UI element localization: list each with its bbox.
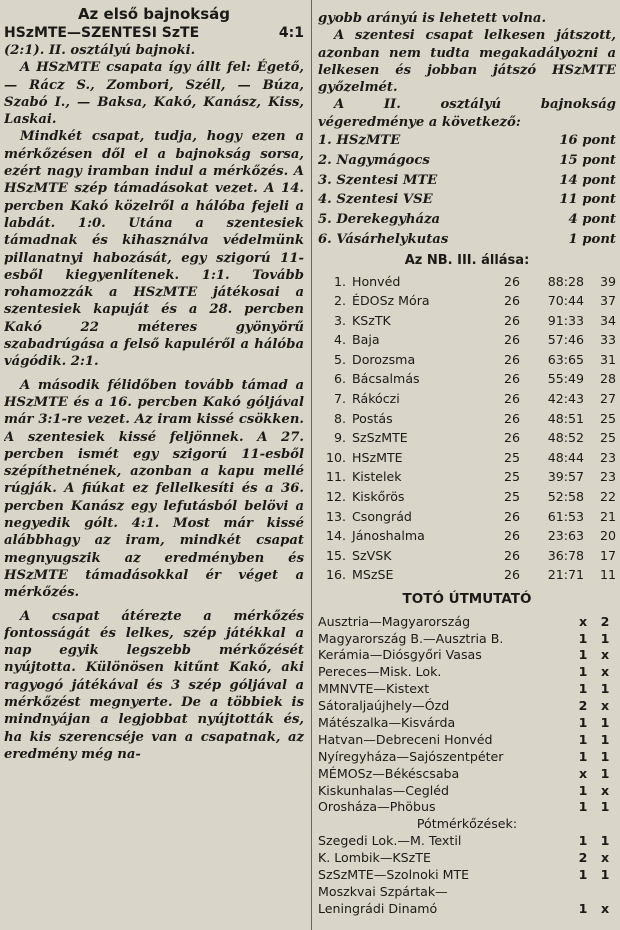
- division-standings: [318, 131, 616, 249]
- table-row: [318, 369, 616, 389]
- goal-ratio: 21:71: [547, 567, 584, 583]
- games-played: 26: [503, 430, 520, 446]
- table-row: [318, 408, 616, 428]
- games-played: 25: [503, 489, 520, 505]
- team-name: 1. HSzMTE: [318, 133, 401, 149]
- table-row: [318, 714, 616, 731]
- toto-tip: 1: [578, 681, 588, 697]
- toto-tip: 1: [600, 833, 610, 849]
- team-name: Kiskőrös: [352, 489, 405, 505]
- toto-tip: x: [600, 900, 610, 916]
- team-name: HSzMTE: [352, 449, 403, 465]
- goal-ratio: 48:51: [547, 410, 584, 426]
- toto-tip: 1: [600, 714, 610, 730]
- article-paragraph: A II. osztályú bajnokság végeredménye a következő:: [318, 97, 616, 130]
- table-row: [318, 467, 616, 487]
- points: 23: [599, 469, 616, 485]
- team-name: SzSzMTE: [352, 430, 408, 446]
- table-row: [318, 663, 616, 680]
- toto-tip: x: [600, 850, 610, 866]
- team-name: KSzTK: [352, 312, 391, 328]
- points: 25: [599, 430, 616, 446]
- points: 25: [599, 410, 616, 426]
- points: 33: [599, 332, 616, 348]
- team-name: Jánoshalma: [352, 528, 425, 544]
- rank: 7.: [333, 391, 346, 407]
- table-row: [318, 210, 616, 230]
- table-row: [318, 900, 616, 917]
- table-row: [318, 190, 616, 210]
- points: 20: [599, 528, 616, 544]
- games-played: 26: [503, 293, 520, 309]
- toto-match: Orosháza—Phöbus: [318, 799, 436, 815]
- points: 21: [599, 508, 616, 524]
- toto-tip: x: [600, 782, 610, 798]
- games-played: 26: [503, 508, 520, 524]
- toto-tip: 1: [578, 714, 588, 730]
- games-played: 26: [503, 312, 520, 328]
- team-name: Rákóczi: [352, 391, 400, 407]
- toto-match: Mátészalka—Kisvárda: [318, 714, 456, 730]
- rank: 8.: [333, 410, 346, 426]
- points: 37: [599, 293, 616, 309]
- table-row: [318, 866, 616, 883]
- team-name: Bácsalmás: [352, 371, 420, 387]
- table-row: [318, 170, 616, 190]
- article-paragraph: gyobb arányú is lehetett volna.: [318, 11, 547, 26]
- toto-tip: 1: [578, 833, 588, 849]
- games-played: 26: [503, 273, 520, 289]
- team-points: 4 pont: [568, 212, 616, 228]
- games-played: 26: [503, 410, 520, 426]
- team-name: Postás: [352, 410, 393, 426]
- points: 34: [599, 312, 616, 328]
- rank: 15.: [325, 547, 346, 563]
- rank: 11.: [325, 469, 346, 485]
- team-name: 6. Vásárhelykutas: [318, 231, 449, 247]
- table-row: [318, 630, 616, 647]
- games-played: 26: [503, 547, 520, 563]
- team-name: 3. Szentesi MTE: [318, 172, 438, 188]
- goal-ratio: 88:28: [547, 273, 584, 289]
- points: 23: [599, 449, 616, 465]
- team-points: 1 pont: [568, 231, 616, 247]
- team-name: SzVSK: [352, 547, 392, 563]
- table-row: [318, 646, 616, 663]
- toto-tip: 1: [578, 731, 588, 747]
- toto-tip: 1: [578, 782, 588, 798]
- table-row: [318, 680, 616, 697]
- rank: 1.: [333, 273, 346, 289]
- rank: 10.: [325, 449, 346, 465]
- table-row: [318, 832, 616, 849]
- rank: 3.: [333, 312, 346, 328]
- table-row: [318, 849, 616, 866]
- extra-matches-title: Pótmérkőzések:: [416, 816, 518, 832]
- toto-match: K. Lombik—KSzTE: [318, 850, 431, 866]
- points: 31: [599, 351, 616, 367]
- article-paragraph: A HSzMTE csapata így állt fel: Égető, — Rácz S., Zombori, Széll, — Búza, Szabó I., — Baksa, Kakó, Kanász, Kiss, Laskai.: [4, 60, 304, 128]
- table-row: [318, 546, 616, 566]
- toto-title: TOTÓ ÚTMUTATÓ: [402, 590, 532, 607]
- article-paragraph: A csapat átérezte a mérkőzés fontosságát és lelkes, szép játékkal a nap egyik legszebb mérkőzését nyújtotta. Különösen kitűnt Kakó, aki ragyogó játékával és 3 szép góljával a mérkőzést megnyerte. De a többiek is mindnyájan a legjobbat nyújtották és, ha kis szerencséje van a csapatnak, az eredmény még na-: [4, 608, 304, 762]
- team-points: 11 pont: [559, 192, 616, 208]
- goal-ratio: 23:63: [547, 528, 584, 544]
- goal-ratio: 91:33: [547, 312, 584, 328]
- games-played: 26: [503, 371, 520, 387]
- table-row: [318, 782, 616, 799]
- table-row: [318, 697, 616, 714]
- table-row: [318, 613, 616, 630]
- games-played: 26: [503, 332, 520, 348]
- table-row: [318, 230, 616, 250]
- table-row: [318, 310, 616, 330]
- points: 27: [599, 391, 616, 407]
- toto-match: MÉMOSz—Békéscsaba: [318, 765, 460, 781]
- rank: 9.: [333, 430, 346, 446]
- team-name: 4. Szentesi VSE: [318, 192, 433, 208]
- toto-tip: x: [600, 664, 610, 680]
- toto-match: Magyarország B.—Ausztria B.: [318, 630, 504, 646]
- toto-tip: 2: [578, 850, 588, 866]
- table-row: [318, 799, 616, 816]
- goal-ratio: 48:44: [547, 449, 584, 465]
- table-row: [318, 731, 616, 748]
- points: 17: [599, 547, 616, 563]
- goal-ratio: 57:46: [547, 332, 584, 348]
- toto-tip: 1: [578, 647, 588, 663]
- article-paragraph: A szentesi csapat lelkesen játszott, azonban nem tudta megakadályozni a lelkesen és jobban játszó HSzMTE győzelmét.: [318, 28, 616, 96]
- goal-ratio: 70:44: [547, 293, 584, 309]
- table-row: [318, 428, 616, 448]
- table-row: [318, 131, 616, 151]
- toto-tip: x: [600, 647, 610, 663]
- toto-tip: 1: [600, 765, 610, 781]
- goal-ratio: 42:43: [547, 391, 584, 407]
- games-played: 26: [503, 567, 520, 583]
- games-played: 26: [503, 351, 520, 367]
- toto-tip: 1: [600, 799, 610, 815]
- match-result: [4, 25, 304, 42]
- article-paragraph: Mindkét csapat, tudja, hogy ezen a mérkőzésen dől el a bajnokság sorsa, ezért nagy iramban indul a mérkőzés. A HSzMTE szép támadásokat vezet. A 14. percben Kakó közelről a hálóba fejeli a labdát. 1:0. Utána a szentesiek támadnak és kihasználva védelmünk pillanatnyi habozását, egy szigorú 11-esből kiegyenlítenek. 1:1. Tovább rohamozzák a HSzMTE játékosai a szentesiek kapuját és a 28. percben Kakó 22 méteres gyönyörű szabadrúgása a felső kapuléről a hálóba vágódik. 2:1.: [4, 129, 304, 370]
- toto-match: Ausztria—Magyarország: [318, 613, 471, 629]
- goal-ratio: 52:58: [547, 489, 584, 505]
- team-points: 16 pont: [559, 133, 616, 149]
- table-row: [318, 271, 616, 291]
- goal-ratio: 55:49: [547, 371, 584, 387]
- match-teams: HSzMTE—SZENTESI SzTE: [4, 25, 200, 41]
- toto-match: Nyíregyháza—Sajószentpéter: [318, 748, 504, 764]
- points: 39: [599, 273, 616, 289]
- toto-match: Kiskunhalas—Cegléd: [318, 782, 450, 798]
- column-divider: [311, 0, 312, 930]
- table-row: [318, 151, 616, 171]
- toto-tip: 1: [600, 630, 610, 646]
- games-played: 25: [503, 449, 520, 465]
- toto-match: Kerámia—Diósgyőri Vasas: [318, 647, 482, 663]
- rank: 4.: [333, 332, 346, 348]
- goal-ratio: 48:52: [547, 430, 584, 446]
- table-row: [318, 291, 616, 311]
- toto-match: SzSzMTE—Szolnoki MTE: [318, 867, 470, 882]
- team-points: 15 pont: [559, 153, 616, 169]
- toto-match: Pereces—Misk. Lok.: [318, 664, 442, 680]
- toto-tip: 1: [578, 748, 588, 764]
- toto-tip: x: [600, 698, 610, 714]
- table-row: [318, 506, 616, 526]
- toto-tip: x: [578, 613, 588, 629]
- table-row: [318, 330, 616, 350]
- team-name: 2. Nagymágocs: [318, 153, 430, 169]
- article-paragraph: A második félidőben tovább támad a HSzMTE és a 16. percben Kakó góljával már 3:1-re vezet. Az iram kissé csökken. A szentesiek kissé feljönnek. A 27. percben ismét egy szigorú 11-esből szépíthetnének, azonban a kapu mellé rúgják. A fiúkat ez fellelkesíti és a 36. percben Kanász egy lefutásból belövi a negyedik gólt. 4:1. Most már kissé alábbhagy az iram, mindkét csapat megnyugszik az eredményben és HSzMTE támadásokkal ér véget a mérkőzés.: [4, 377, 304, 601]
- games-played: 25: [503, 469, 520, 485]
- table-row: [318, 765, 616, 782]
- toto-tip: 1: [600, 867, 610, 882]
- toto-tip: 2: [578, 698, 588, 714]
- team-name: Dorozsma: [352, 351, 416, 367]
- rank: 5.: [333, 351, 346, 367]
- team-name: ÉDOSz Móra: [352, 293, 430, 309]
- rank: 13.: [325, 508, 346, 524]
- team-name: Honvéd: [352, 273, 401, 289]
- goal-ratio: 61:53: [547, 508, 584, 524]
- points: 28: [599, 371, 616, 387]
- goal-ratio: 36:78: [547, 547, 584, 563]
- table-row: [318, 815, 616, 832]
- points: 11: [599, 567, 616, 583]
- nb3-table: [318, 271, 616, 585]
- toto-table: [318, 613, 616, 917]
- goal-ratio: 39:57: [547, 469, 584, 485]
- toto-tip: [572, 883, 594, 900]
- team-name: MSzSE: [352, 567, 394, 583]
- table-row: [318, 448, 616, 468]
- points: 22: [599, 489, 616, 505]
- toto-tip: [594, 883, 616, 900]
- toto-match: Leningrádi Dinamó: [318, 900, 438, 916]
- goal-ratio: 63:65: [547, 351, 584, 367]
- article-title: Az első bajnokság: [77, 6, 231, 23]
- table-row: [318, 565, 616, 585]
- toto-tip: 1: [578, 867, 588, 882]
- toto-tip: x: [578, 765, 588, 781]
- rank: 12.: [325, 489, 346, 505]
- toto-match: Sátoraljaújhely—Ózd: [318, 698, 450, 714]
- toto-tip: 1: [578, 664, 588, 680]
- toto-tip: 1: [600, 681, 610, 697]
- team-name: Baja: [352, 332, 380, 348]
- rank: 16.: [325, 567, 346, 583]
- games-played: 26: [503, 391, 520, 407]
- toto-tip: 1: [578, 799, 588, 815]
- article-paragraph: (2:1). II. osztályú bajnoki.: [4, 43, 196, 58]
- toto-tip: 1: [578, 900, 588, 916]
- toto-match: Hatvan—Debreceni Honvéd: [318, 731, 493, 747]
- table-row: [318, 526, 616, 546]
- team-name: 5. Derekegyháza: [318, 212, 441, 228]
- rank: 6.: [333, 371, 346, 387]
- rank: 2.: [333, 293, 346, 309]
- team-name: Kistelek: [352, 469, 402, 485]
- table-row: [318, 350, 616, 370]
- match-score: 4:1: [278, 25, 304, 41]
- toto-tip: 1: [600, 748, 610, 764]
- toto-tip: 1: [578, 630, 588, 646]
- toto-match: Moszkvai Szpártak—: [318, 883, 448, 899]
- table-row: [318, 389, 616, 409]
- games-played: 26: [503, 528, 520, 544]
- rank: 14.: [325, 528, 346, 544]
- team-name: Csongrád: [352, 508, 412, 524]
- left-column: [4, 6, 304, 926]
- team-points: 14 pont: [559, 172, 616, 188]
- toto-tip: 2: [600, 613, 610, 629]
- right-column: [318, 10, 616, 926]
- table-row: [318, 487, 616, 507]
- toto-match: MMNVTE—Kistext: [318, 681, 430, 697]
- table-row: [318, 748, 616, 765]
- nb3-title: Az NB. III. állása:: [404, 253, 530, 269]
- toto-tip: 1: [600, 731, 610, 747]
- table-row: [318, 883, 616, 900]
- toto-match: Szegedi Lok.—M. Textil: [318, 833, 462, 849]
